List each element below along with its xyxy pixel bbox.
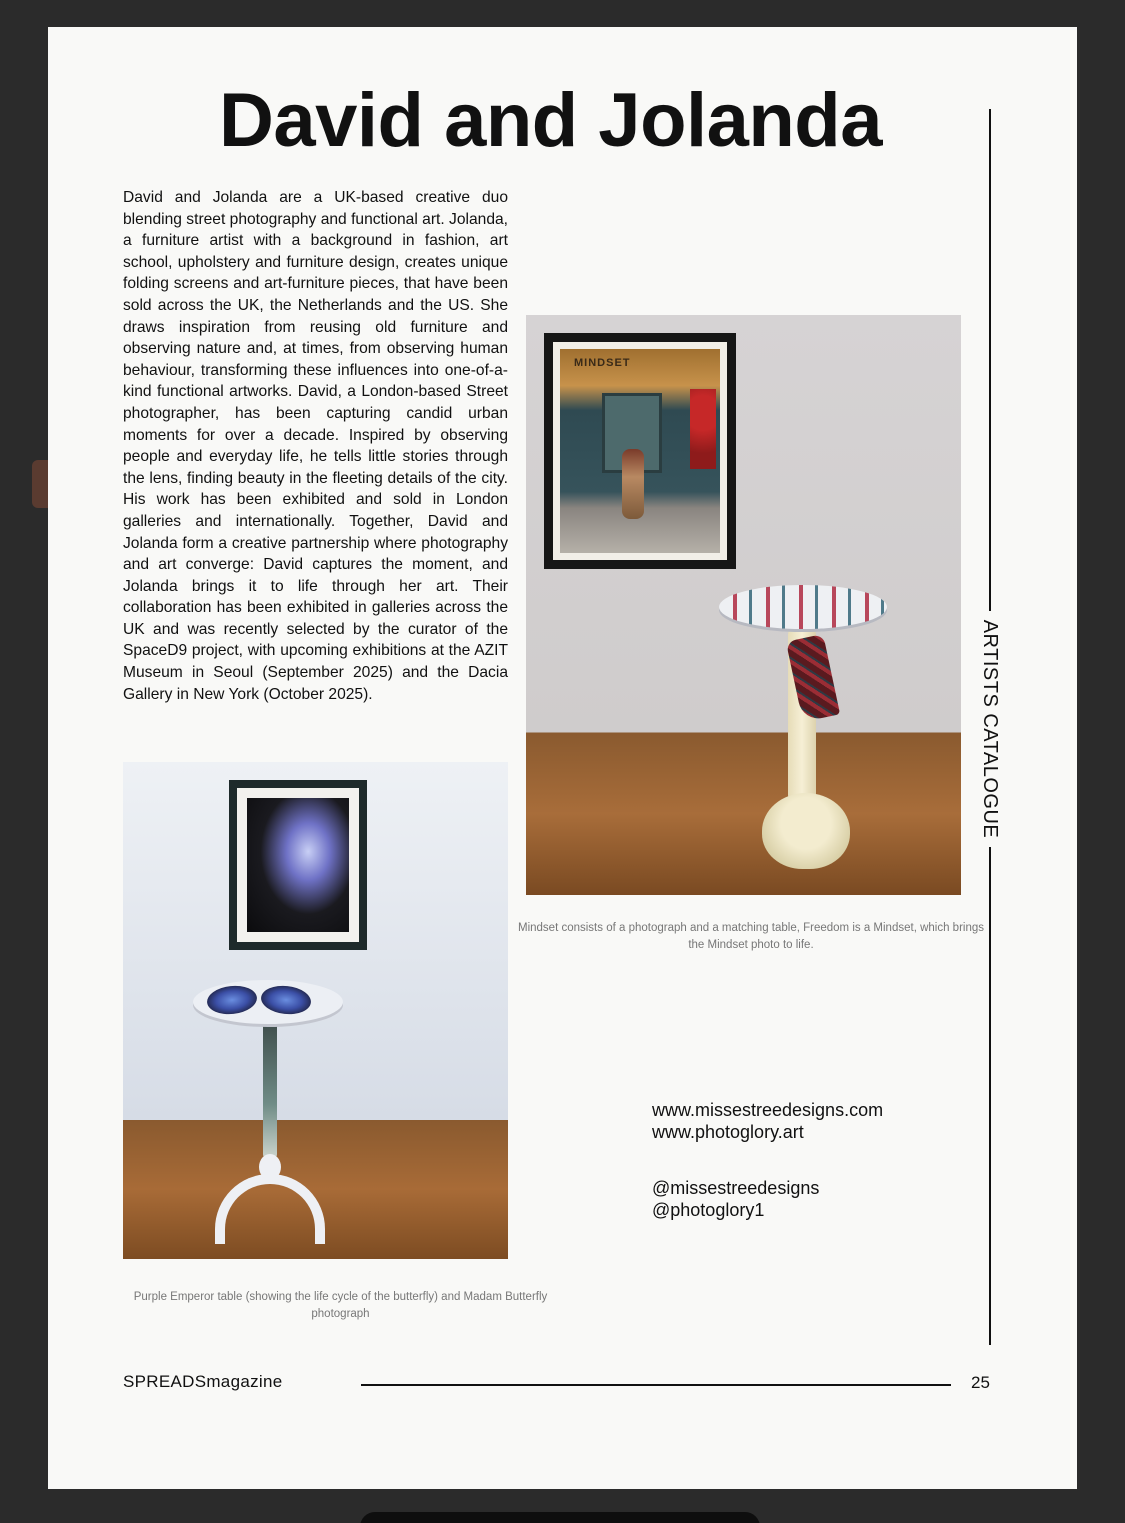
website-link[interactable]: www.photoglory.art [652,1122,804,1142]
page-number: 25 [971,1373,990,1392]
page-title: David and Jolanda [219,78,882,163]
butterfly-wing [206,983,259,1016]
article-body [123,187,508,705]
walking-figure [622,449,644,519]
section-label: ARTISTS CATALOGUE [979,619,1001,839]
article-paragraph: David and Jolanda are a UK-based creative duo blending street photography and functional art. Jolanda, a furniture artist with a background in fashion, art school, upholstery and furniture design, creates unique folding screens and art-furniture pieces, that have been sold across the UK, the Netherlands and the US. She draws inspiration from reusing old furniture and observing nature and, at times, from observing human behaviour, transforming these influences into one-of-a-kind functional artworks. David, a London-based Street photographer, has been capturing candid urban moments for over a decade. Inspired by observing people and everyday life, he tells little stories through the lens, finding beauty in the fleeting details of the city. His work has been exhibited and sold in London galleries and internationally. Together, David and Jolanda form a creative partnership where photography and art converge: David captures the moment, and Jolanda brings it to life through her art. Their collaboration has been exhibited in galleries across the UK and was recently selected by the curator of the SpaceD9 project, with upcoming exhibitions at the AZIT Museum in Seoul (September 2025) and the Dacia Gallery in New York (October 2025). [123,189,508,703]
table-legs [215,1174,325,1244]
table-stem [263,1020,277,1160]
social-handle[interactable]: @missestreedesigns [652,1178,820,1198]
madam-butterfly-print [247,798,349,932]
contact-links [652,1099,883,1221]
website-link[interactable]: www.missestreedesigns.com [652,1100,884,1120]
magazine-page [48,27,1077,1489]
side-tab[interactable] [32,460,48,508]
butterfly-wing [260,983,313,1016]
butterfly-caption: Purple Emperor table (showing the life cycle of the butterfly) and Madam Butterfly photograph [133,1291,548,1320]
magazine-brand: SPREADSmagazine [123,1372,283,1391]
street-photo-print [560,349,720,553]
sidebar-rule [989,847,991,1345]
shop-sign: MINDSET [574,357,631,369]
sidebar-rule [989,109,991,611]
framed-photograph [229,780,367,950]
tartan-table-top [719,585,887,629]
purple-emperor-photo [123,762,508,1259]
table-base [762,793,850,869]
butterfly-table-top [193,980,343,1024]
framed-photograph [544,333,736,569]
footer-rule [361,1384,951,1386]
mindset-photo [526,315,961,895]
mindset-caption: Mindset consists of a photograph and a matching table, Freedom is a Mindset, which brings the Mindset photo to life. [518,922,984,951]
social-handle[interactable]: @photoglory1 [652,1200,765,1220]
apple-display [690,389,716,469]
home-indicator[interactable] [360,1512,760,1523]
